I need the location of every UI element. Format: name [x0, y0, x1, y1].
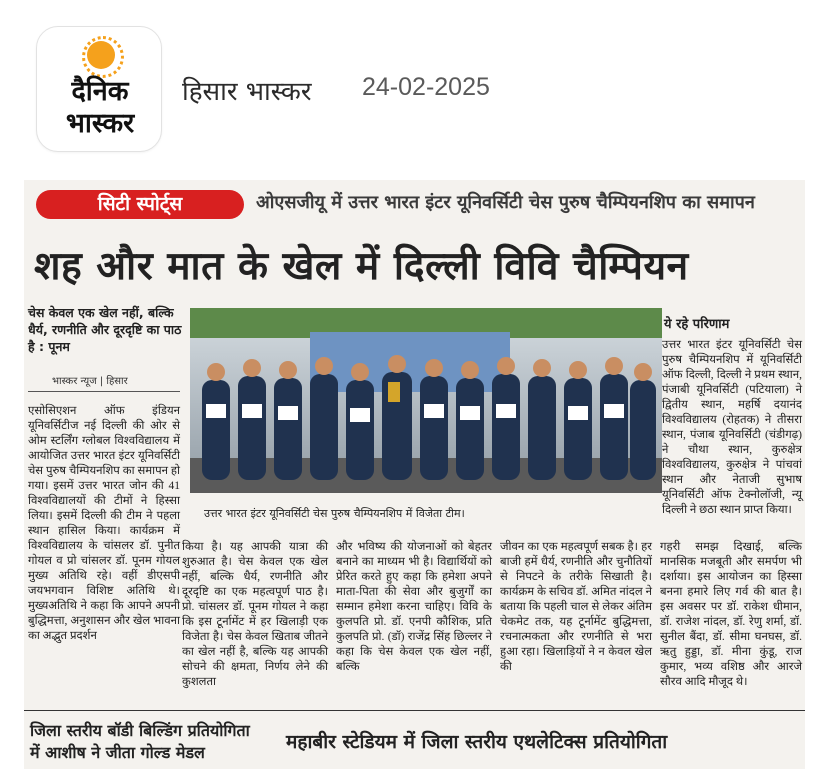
- article-subhead: चेस केवल एक खेल नहीं, बल्कि धैर्य, रणनीति और दूरदृष्टि का पाठ है : पूनम: [28, 305, 182, 354]
- publication-date: 24-02-2025: [362, 73, 490, 101]
- team-photo: [190, 308, 662, 493]
- team-photo-image: [190, 308, 662, 493]
- article-column-4: गहरी समझ दिखाई, बल्कि मानसिक मजबूती और समर्पण भी दर्शाया। इस आयोजन का हिस्सा बनना हमारे लिए गर्व की बात है। इस अवसर पर डॉ. राकेश धीमान, डॉ. राजेश नांदल, डॉ. रेणु शर्मा, डॉ. सुनील बैंदा, डॉ. सीमा घनघस, डॉ. ऋतु हुड्डा, डॉ. मीना कुंडू, राज कुमार, भव्य वशिष्ठ और आरजे सौरव आदि मौजूद थे।: [660, 541, 802, 688]
- publication-logo[interactable]: [36, 26, 162, 152]
- article-column-left: एसोसिएशन ऑफ इंडियन यूनिवर्सिटीज नई दिल्ली की ओर से ओम स्टर्लिंग ग्लोबल विश्वविद्यालय में आयोजित उत्तर भारत इंटर यूनिवर्सिटी चेस पुरुष चैम्पियनशिप का समापन हो गया। इसमें उत्तर भारत जोन की 41 विश्वविद्यालयों की टीमों ने हिस्सा लिया। इसमें दिल्ली की टीम ने पहला स्थान हासिल किया। कार्यक्रम में विश्वविद्यालय के चांसलर डॉ. पुनीत गोयल व प्रो चांसलर डॉ. पूनम गोयल मुख्य अतिथि रहे। वहीं डीएसपी जयभगवान विशिष्ट अतिथि थे। मुख्यअतिथि ने कहा कि आपने अपनी बुद्धिमत्ता, अनुशासन और खेल भावना का अद्भुत प्रदर्शन: [28, 405, 180, 642]
- divider: [24, 710, 805, 711]
- story-headline-athletics: महाबीर स्टेडियम में जिला स्तरीय एथलेटिक्स प्रतियोगिता: [286, 731, 668, 753]
- article-headline: शह और मात के खेल में दिल्ली विवि चैम्पियन: [34, 244, 689, 289]
- article-kicker: ओएसजीयू में उत्तर भारत इंटर यूनिवर्सिटी चेस पुरुष चैम्पियनशिप का समापन: [256, 192, 755, 213]
- section-tag: सिटी स्पोर्ट्स: [36, 190, 244, 219]
- photo-caption: उत्तर भारत इंटर यूनिवर्सिटी चेस पुरुष चैम्पियनशिप में विजेता टीम।: [204, 507, 465, 520]
- logo-text-line1: दैनिक: [71, 76, 129, 107]
- sun-icon: [87, 41, 115, 69]
- article-column-2: और भविष्य की योजनाओं को बेहतर बनाने का माध्यम भी है। विद्यार्थियों को प्रेरित करते हुए कहा कि हमेशा अपने माता-पिता की सेवा और बुजुर्गों का सम्मान हमेशा करना चाहिए। विवि के कुलपति प्रो. डॉ. एनपी कौशिक, प्रति कुलपति प्रो. (डॉ) राजेंद्र सिंह छिल्लर ने कहा कि चेस केवल एक खेल नहीं, बल्कि: [336, 541, 492, 673]
- results-title: ये रहे परिणाम: [664, 317, 730, 332]
- story-headline-bodybuilding: जिला स्तरीय बॉडी बिल्डिंग प्रतियोगिता में आशीष ने जीता गोल्ड मेडल: [30, 721, 250, 762]
- article-column-1: किया है। यह आपकी यात्रा की शुरुआत है। चेस केवल एक खेल नहीं, बल्कि धैर्य, रणनीति और दूरदृष्टि का एक महत्वपूर्ण पाठ है। प्रो. चांसलर डॉ. पूनम गोयल ने कहा कि इस टूर्नामेंट में हर खिलाड़ी एक विजेता है। चेस केवल खिताब जीतने का खेल नहीं है, बल्कि यह आपकी सोचने की क्षमता, निर्णय लेने की कुशलता: [182, 541, 328, 688]
- logo-text-line2: भास्कर: [65, 108, 135, 139]
- divider: [28, 391, 180, 392]
- article-column-3: जीवन का एक महत्वपूर्ण सबक है। हर बाजी हमें धैर्य, रणनीति और चुनौतियों से निपटने के तरीके सिखाती है। कार्यक्रम के सचिव डॉ. अमित नांदल ने बताया कि पहली चाल से लेकर अंतिम चेकमेट तक, यह टूर्नामेंट बुद्धिमत्ता, रचनात्मकता और रणनीति से भरा हुआ रहा। खिलाड़ियों ने न केवल खेल की: [500, 541, 652, 673]
- newspaper-clipping[interactable]: [24, 180, 805, 769]
- article-byline: भास्कर न्यूज | हिसार: [52, 376, 128, 387]
- publication-name: हिसार भास्कर: [182, 77, 312, 107]
- results-text: उत्तर भारत इंटर यूनिवर्सिटी चेस पुरुष चैम्पियनशिप में यूनिवर्सिटी ऑफ दिल्ली, दिल्ली ने प्रथम स्थान, पंजाबी यूनिवर्सिटी (पटियाला) ने द्वितीय स्थान, महर्षि दयानंद विश्वविद्यालय (रोहतक) ने तीसरा स्थान, पंजाब यूनिवर्सिटी (चंडीगढ़) ने चौथा स्थान, कुरुक्षेत्र विश्वविद्यालय, कुरुक्षेत्र ने पांचवां स्थान और नेताजी सुभाष यूनिवर्सिटी ऑफ टेक्नोलॉजी, न्यू दिल्ली ने छठा स्थान प्राप्त किया।: [662, 339, 802, 516]
- app-header: [0, 0, 819, 178]
